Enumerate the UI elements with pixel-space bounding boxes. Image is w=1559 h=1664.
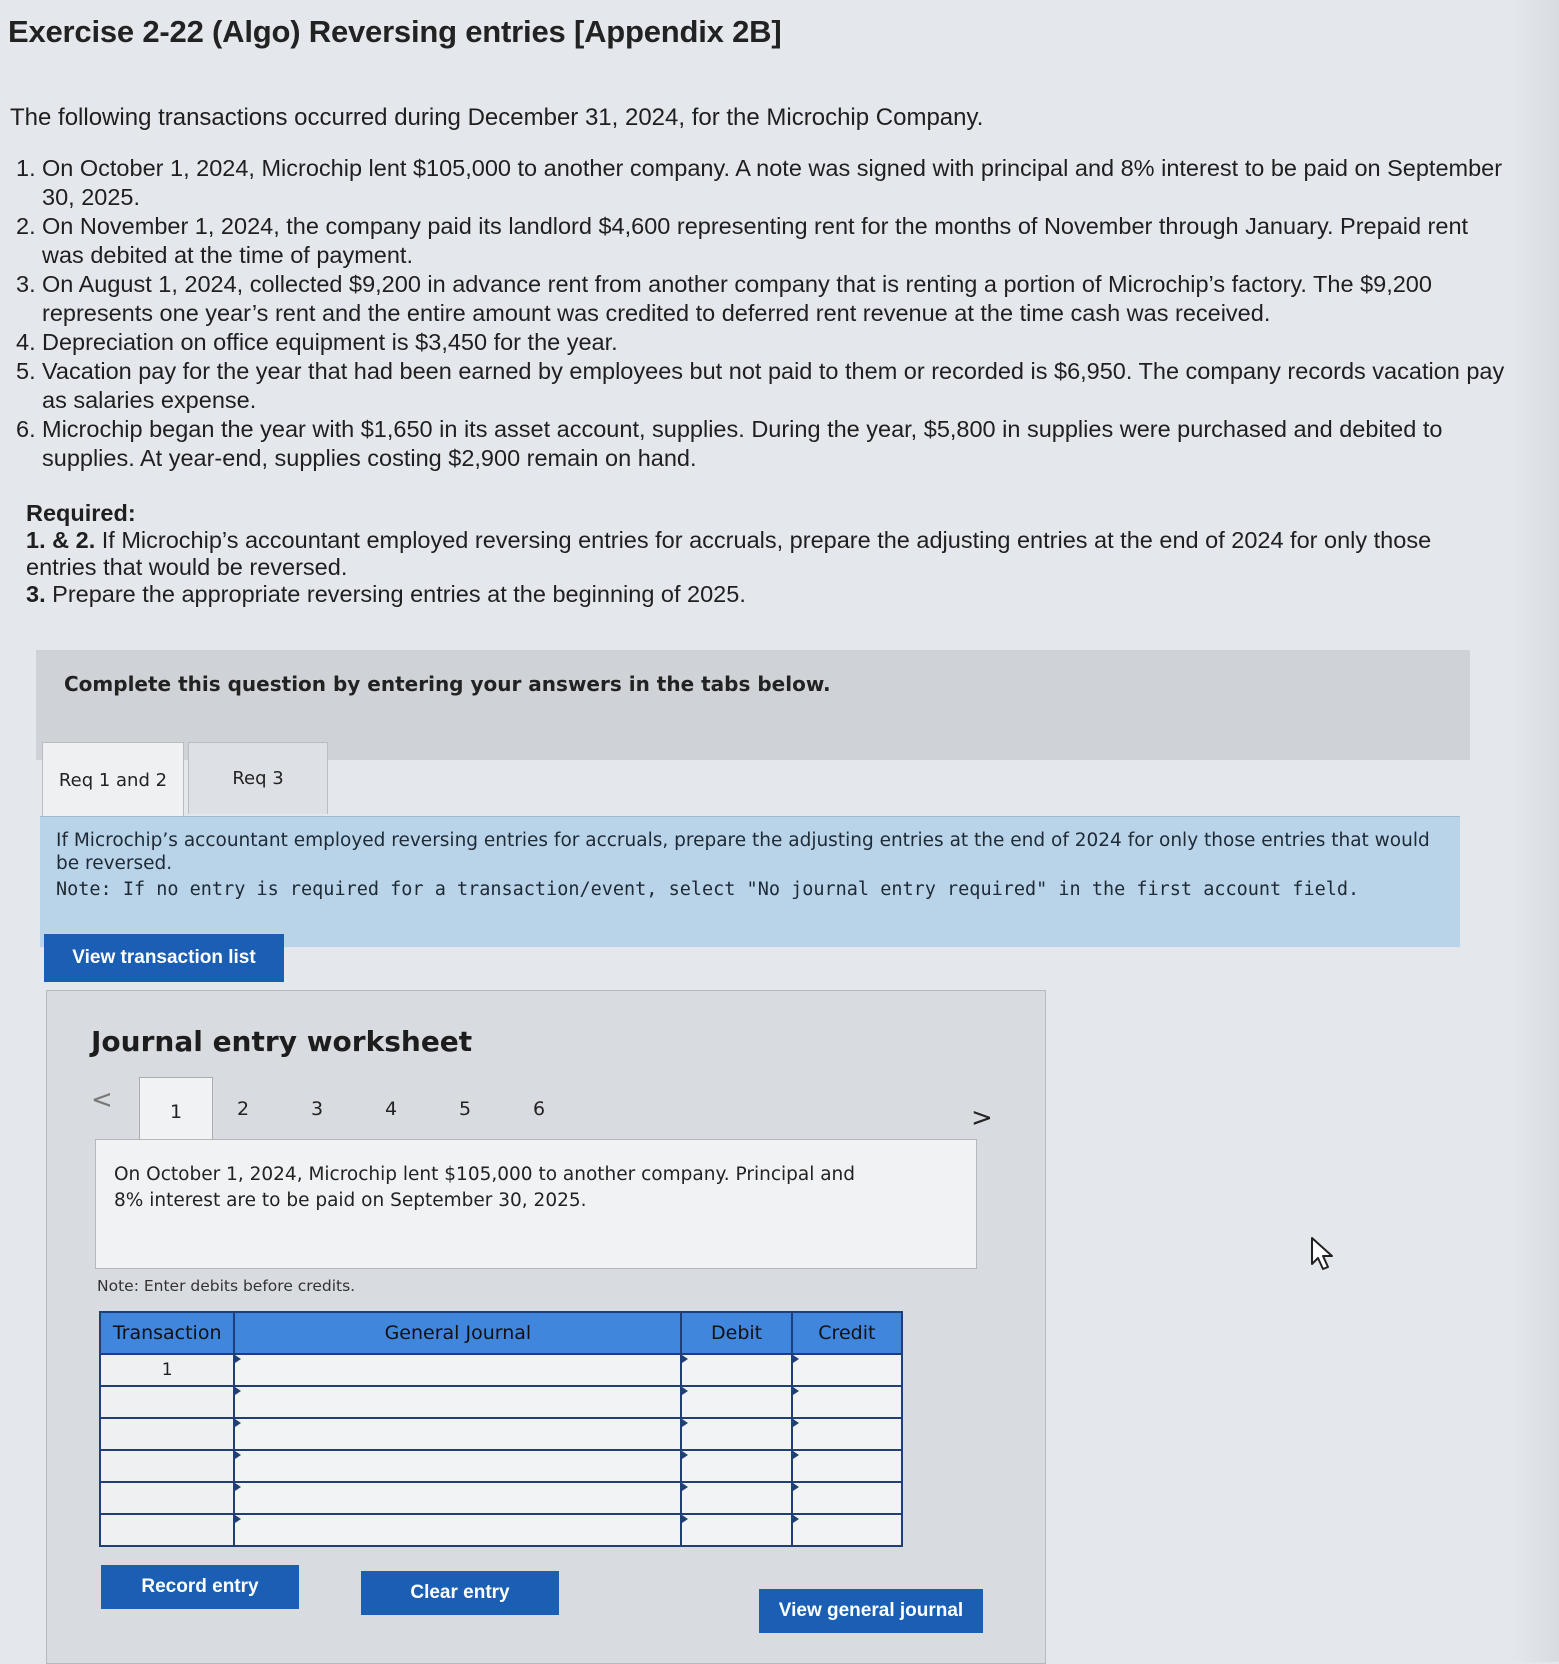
transaction-cell [100, 1514, 234, 1546]
debit-input[interactable] [681, 1514, 791, 1546]
record-entry-button[interactable]: Record entry [101, 1565, 299, 1609]
prompt-box [40, 816, 1460, 947]
worksheet-tab-4[interactable]: 4 [384, 1098, 398, 1120]
account-select[interactable] [234, 1386, 681, 1418]
column-header-debit: Debit [681, 1312, 791, 1354]
account-select[interactable] [234, 1418, 681, 1450]
transaction-item: 3. On August 1, 2024, collected $9,200 in advance rent from another company that is renting a portion of Microchip’s factory. The $9,200 represents one year’s rent and the entire amount was credited to deferred rent revenue at the time cash was received. [16, 271, 1432, 326]
view-general-journal-button[interactable]: View general journal [759, 1589, 983, 1633]
credit-input[interactable] [792, 1386, 902, 1418]
prompt-note: Note: If no entry is required for a transaction/event, select "No journal entry required" in the first account field. [56, 879, 1360, 900]
worksheet-tab-3[interactable]: 3 [310, 1098, 324, 1120]
transaction-cell [100, 1482, 234, 1514]
transaction-cell [100, 1450, 234, 1482]
screen-edge-shadow [1510, 0, 1559, 1662]
journal-entry-worksheet [46, 990, 1046, 1664]
account-select[interactable] [234, 1482, 681, 1514]
transaction-cell: 1 [100, 1354, 234, 1386]
debit-input[interactable] [681, 1354, 791, 1386]
debit-input[interactable] [681, 1450, 791, 1482]
worksheet-title: Journal entry worksheet [91, 1025, 473, 1058]
transaction-item: 4. Depreciation on office equipment is $3,450 for the year. [16, 329, 618, 355]
tab-req-3[interactable]: Req 3 [188, 742, 328, 814]
account-select[interactable] [234, 1450, 681, 1482]
debit-credit-note: Note: Enter debits before credits. [97, 1277, 356, 1295]
transaction-item: 1. On October 1, 2024, Microchip lent $105,000 to another company. A note was signed with principal and 8% interest to be paid on September 30, 2025. [16, 155, 1503, 210]
required-section [26, 500, 1466, 608]
table-row [100, 1354, 902, 1386]
journal-table [99, 1311, 903, 1547]
table-row [100, 1514, 902, 1546]
transaction-description-text: On October 1, 2024, Microchip lent $105,000 to another company. Principal and 8% interest are to be paid on September 30, 2025. [114, 1164, 856, 1211]
clear-entry-button[interactable]: Clear entry [361, 1571, 559, 1615]
debit-input[interactable] [681, 1482, 791, 1514]
view-transaction-list-button[interactable]: View transaction list [44, 934, 284, 982]
debit-input[interactable] [681, 1418, 791, 1450]
worksheet-tab-5[interactable]: 5 [458, 1098, 472, 1120]
journal-header-row [100, 1312, 902, 1354]
table-row [100, 1450, 902, 1482]
prompt-text: If Microchip’s accountant employed reversing entries for accruals, prepare the adjusting entries at the end of 2024 for only those entries that would be reversed. [56, 830, 1430, 874]
transaction-item: 5. Vacation pay for the year that had been earned by employees but not paid to them or recorded is $6,950. The company records vacation pay as salaries expense. [16, 358, 1505, 413]
transaction-item: 2. On November 1, 2024, the company paid its landlord $4,600 representing rent for the months of November through January. Prepaid rent was debited at the time of payment. [16, 213, 1469, 268]
transaction-cell [100, 1418, 234, 1450]
credit-input[interactable] [792, 1514, 902, 1546]
debit-input[interactable] [681, 1386, 791, 1418]
required-item-3: 3. Prepare the appropriate reversing entries at the beginning of 2025. [26, 581, 746, 607]
table-row [100, 1418, 902, 1450]
chevron-right-icon[interactable]: > [971, 1103, 993, 1133]
problem-intro: The following transactions occurred during December 31, 2024, for the Microchip Company. [10, 104, 984, 131]
column-header-credit: Credit [792, 1312, 902, 1354]
table-row [100, 1386, 902, 1418]
credit-input[interactable] [792, 1482, 902, 1514]
table-row [100, 1482, 902, 1514]
worksheet-tab-1[interactable]: 1 [139, 1077, 213, 1146]
account-select[interactable] [234, 1354, 681, 1386]
account-select[interactable] [234, 1514, 681, 1546]
required-heading: Required: [26, 500, 136, 526]
tab-req-1-and-2[interactable]: Req 1 and 2 [42, 742, 184, 818]
page-title: Exercise 2-22 (Algo) Reversing entries [Appendix 2B] [8, 14, 782, 49]
credit-input[interactable] [792, 1450, 902, 1482]
worksheet-tab-2[interactable]: 2 [236, 1098, 250, 1120]
required-item-1-2: 1. & 2. If Microchip’s accountant employed reversing entries for accruals, prepare the adjusting entries at the end of 2024 for only those entries that would be reversed. [26, 527, 1432, 580]
instruction-text: Complete this question by entering your answers in the tabs below. [64, 672, 831, 696]
mouse-pointer-icon [1308, 1236, 1338, 1272]
worksheet-tab-6[interactable]: 6 [532, 1098, 546, 1120]
transaction-cell [100, 1386, 234, 1418]
transaction-item: 6. Microchip began the year with $1,650 in its asset account, supplies. During the year, $5,800 in supplies were purchased and debited to supplies. At year-end, supplies costing $2,900 remain on hand. [16, 416, 1443, 471]
credit-input[interactable] [792, 1354, 902, 1386]
column-header-transaction: Transaction [100, 1312, 234, 1354]
transaction-description [95, 1139, 977, 1269]
transaction-list [16, 154, 1506, 473]
chevron-left-icon[interactable]: < [91, 1085, 113, 1115]
credit-input[interactable] [792, 1418, 902, 1450]
column-header-general-journal: General Journal [234, 1312, 681, 1354]
